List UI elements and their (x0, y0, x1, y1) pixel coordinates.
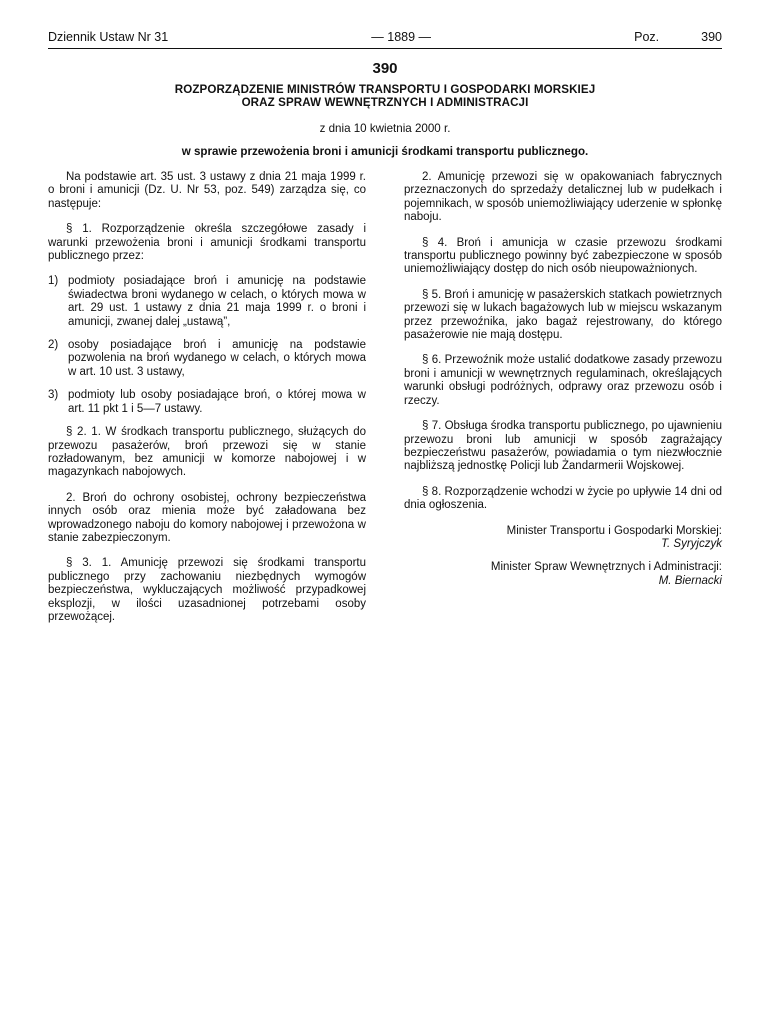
paragraph-5: § 5. Broń i amunicję w pasażerskich statkach powietrznych przewozi się w lukach bagażowych lub w miejscu wskazanym przez przewoźnika, jako bagaż rejestrowany, do którego pasażerowie nie mają dostępu. (404, 288, 722, 342)
signatory-role: Minister Transportu i Gospodarki Morskiej: (506, 524, 722, 537)
signatory-name: M. Biernacki (658, 574, 722, 587)
paragraph-6: § 6. Przewoźnik może ustalić dodatkowe zasady przewozu broni i amunicji w wewnętrznych regulaminach, określających warunki obsługi podróżnych, odprawy oraz przewozu osób i rzeczy. (404, 354, 722, 407)
list-item (48, 389, 366, 416)
paragraph-1: § 1. Rozporządzenie określa szczegółowe zasady i warunki przewożenia broni i amunicji środkami transportu publicznego przez: (48, 223, 366, 263)
paragraph-3-section-2: 2. Amunicję przewozi się w opakowaniach fabrycznych przeznaczonych do sprzedaży detalicznej lub w pudełkach i pojemnikach, w sposób uniemożliwiający uderzenie w spłonkę naboju. (404, 171, 722, 224)
list-item-number: 1) (48, 275, 59, 288)
paragraph-2-section-1: § 2. 1. W środkach transportu publicznego, służących do przewozu pasażerów, broń przewozi się w stanie rozładowanym, bez amunicji w komorze nabojowej i w magazynkach nabojowych. (48, 426, 366, 479)
paragraph-7: § 7. Obsługa środka transportu publicznego, po ujawnieniu przewozu broni lub amunicji w sposób zagrażający bezpieczeństwu pasażerów, powiadamia o tym niezwłocznie najbliższą jednostkę Policji lub Żandarmerii Wojskowej. (404, 420, 722, 473)
signatory-role: Minister Spraw Wewnętrznych i Administracji: (490, 561, 722, 574)
paragraph-8: § 8. Rozporządzenie wchodzi w życie po upływie 14 dni od dnia ogłoszenia. (404, 485, 722, 512)
position-reference (634, 30, 722, 44)
position-number: 390 (701, 30, 722, 44)
act-subject: w sprawie przewożenia broni i amunicji środkami transportu publicznego. (181, 145, 589, 158)
document-page (48, 30, 722, 636)
act-title-line-1: ROZPORZĄDZENIE MINISTRÓW TRANSPORTU I GOSPODARKI MORSKIEJ (174, 83, 596, 96)
page-header (48, 30, 722, 49)
list-item (48, 275, 366, 329)
right-column (404, 171, 722, 636)
left-column (48, 171, 366, 636)
paragraph-2-section-2: 2. Broń do ochrony osobistej, ochrony bezpieczeństwa innych osób oraz mienia może być załadowana bez wprowadzonego naboju do komory nabojowej i przewożona w stanie zabezpieczonym. (48, 491, 366, 544)
journal-name: Dziennik Ustaw Nr 31 (48, 30, 169, 44)
paragraph-4: § 4. Broń i amunicja w czasie przewozu środkami transportu publicznego powinny być zabezpieczone w sposób uniemożliwiający dostęp do nich osób nieupoważnionych. (404, 236, 722, 276)
signatures (404, 525, 722, 589)
list-item-text: podmioty lub osoby posiadające broń, o której mowa w art. 11 pkt 1 i 5—7 ustawy. (68, 389, 366, 415)
act-title (48, 83, 722, 109)
page-number: — 1889 — (371, 30, 432, 44)
act-title-line-2: ORAZ SPRAW WEWNĘTRZNYCH I ADMINISTRACJI (241, 96, 529, 109)
list-item-number: 3) (48, 389, 59, 402)
preamble: Na podstawie art. 35 ust. 3 ustawy z dnia 21 maja 1999 r. o broni i amunicji (Dz. U. Nr 53, poz. 549) zarządza się, co następuje: (48, 171, 366, 210)
act-date: z dnia 10 kwietnia 2000 r. (319, 122, 451, 135)
list-item (48, 339, 366, 379)
list-item-number: 2) (48, 339, 59, 352)
act-number: 390 (372, 60, 398, 77)
body-columns (48, 171, 722, 636)
list-item-text: podmioty posiadające broń i amunicję na podstawie świadectwa broni wydanego w celach, o których mowa w art. 29 ust. 1 ustawy z dnia 21 maja 1999 r. o broni i amunicji, zwanej dalej „ustawą”, (68, 275, 366, 328)
paragraph-3-section-1: § 3. 1. Amunicję przewozi się środkami transportu publicznego przy zachowaniu niezbędnych wymogów bezpieczeństwa, wykluczających możliwość przypadkowej eksplozji, w ilości uzasadnionej potrzebami osoby przewożącej. (48, 557, 366, 623)
signatory-name: T. Syryjczyk (661, 537, 722, 550)
list-item-text: osoby posiadające broń i amunicję na podstawie pozwolenia na broń wydanego w celach, o których mowa w art. 10 ust. 3 ustawy, (68, 339, 366, 378)
position-label: Poz. (634, 30, 660, 44)
